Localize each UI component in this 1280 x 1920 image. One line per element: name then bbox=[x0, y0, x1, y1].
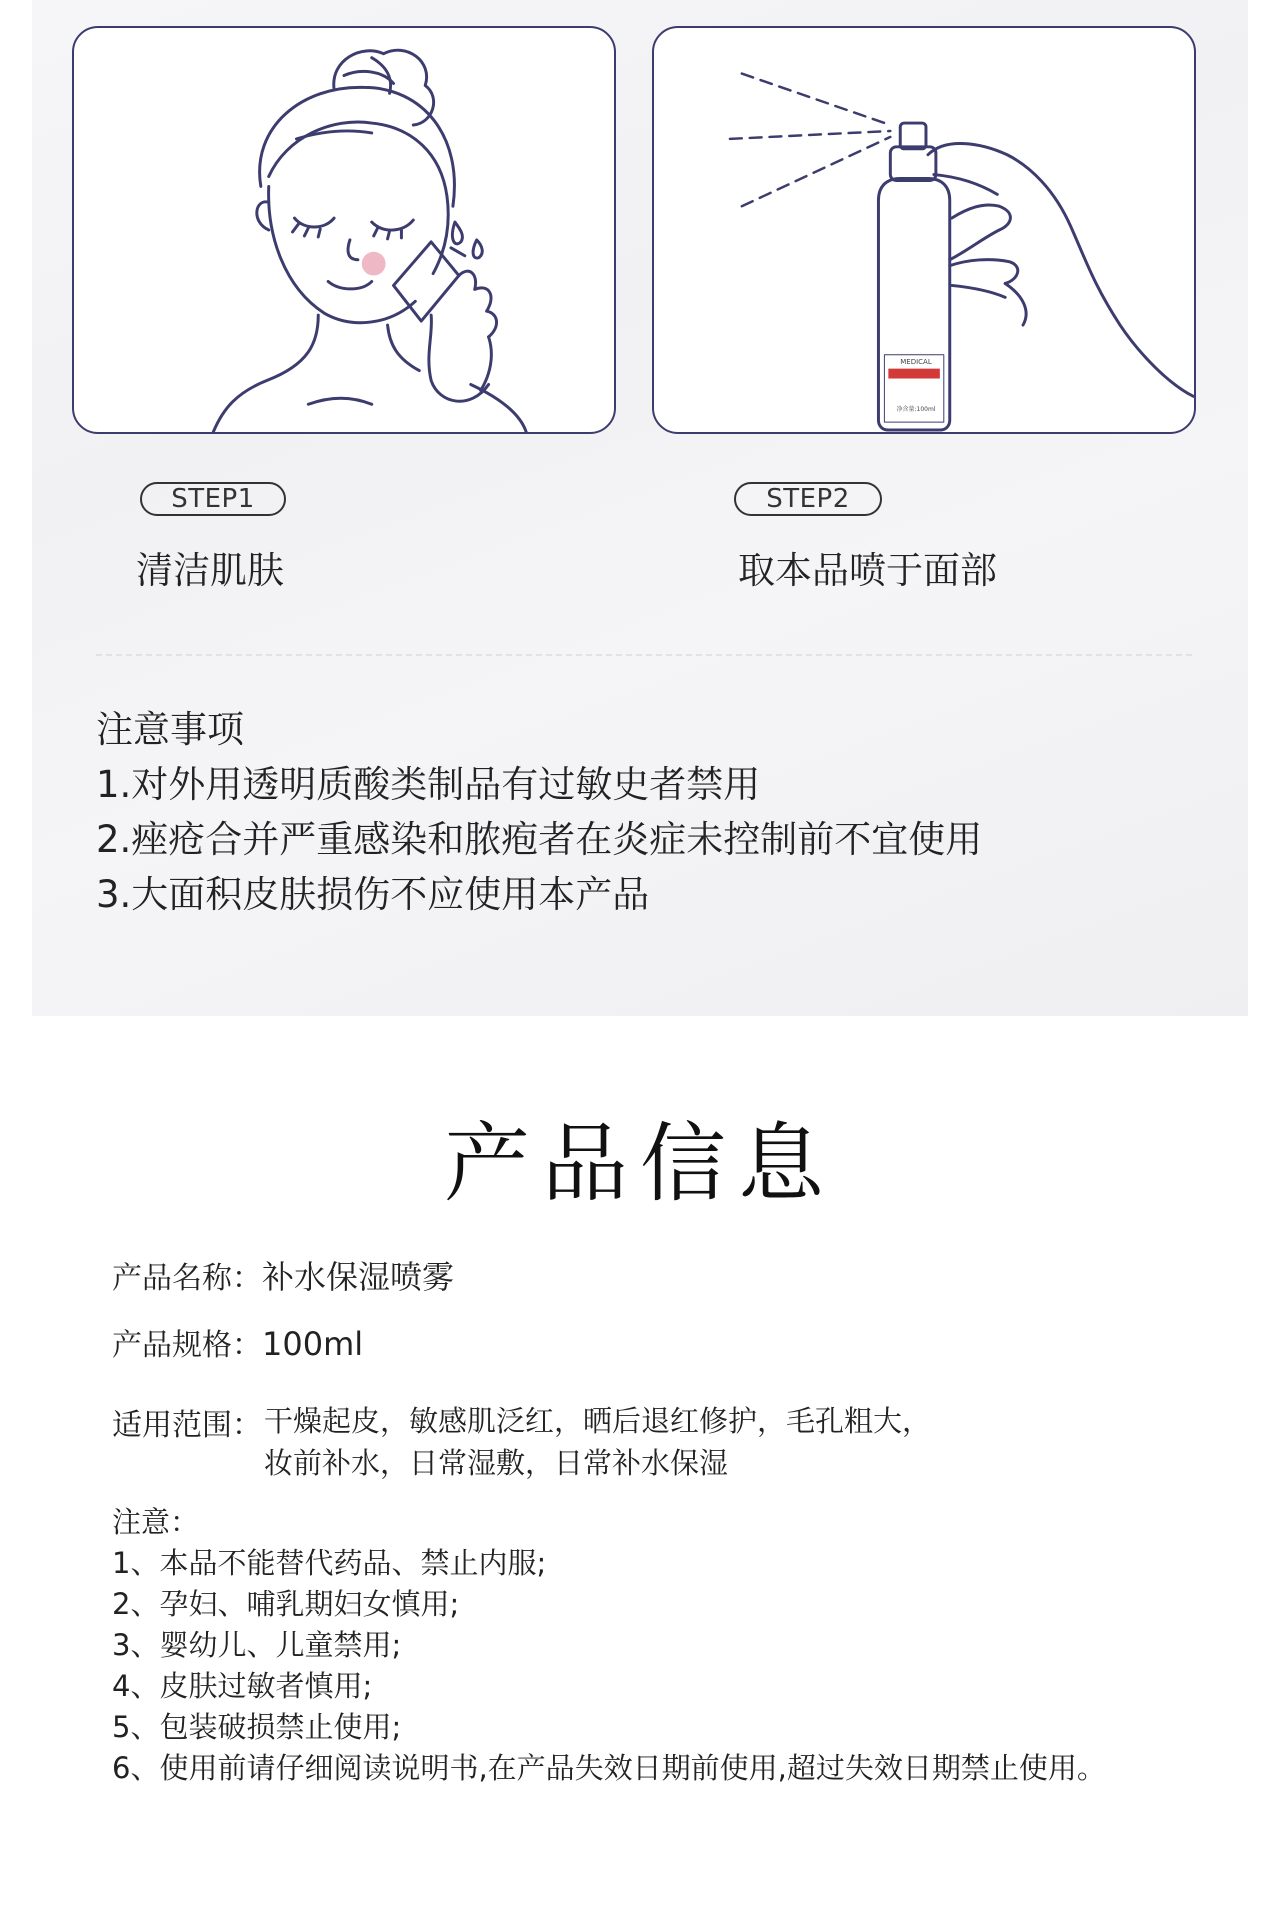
caution-item: 6、使用前请仔细阅读说明书,在产品失效日期前使用,超过失效日期禁止使用。 bbox=[112, 1751, 1106, 1785]
caution-item: 3、婴幼儿、儿童禁用; bbox=[112, 1628, 402, 1662]
step2-text: 取本品喷于面部 bbox=[738, 549, 997, 592]
notice-item: 2.痤疮合并严重感染和脓疱者在炎症未控制前不宜使用 bbox=[96, 818, 983, 861]
scope-line: 妆前补水，日常湿敷，日常补水保湿 bbox=[264, 1446, 729, 1480]
hand-spray-bottle-icon bbox=[654, 28, 1194, 432]
caution-item: 4、皮肤过敏者慎用; bbox=[112, 1669, 373, 1703]
bottle-volume-label: 净含量:100ml bbox=[896, 406, 936, 413]
product-name-label: 产品名称： bbox=[112, 1261, 262, 1296]
bottle-brand-label: MEDICAL bbox=[900, 358, 932, 366]
caution-item: 5、包装破损禁止使用; bbox=[112, 1710, 402, 1744]
notice-item: 1.对外用透明质酸类制品有过敏史者禁用 bbox=[96, 763, 761, 806]
step2-illustration-card bbox=[652, 26, 1196, 434]
caution-item: 2、孕妇、哺乳期妇女慎用; bbox=[112, 1587, 460, 1621]
product-info-title: 产品信息 bbox=[444, 1114, 836, 1214]
caution-title: 注意： bbox=[112, 1505, 200, 1539]
notice-title: 注意事项 bbox=[96, 708, 244, 751]
section-divider bbox=[96, 654, 1192, 656]
caution-item: 1、本品不能替代药品、禁止内服; bbox=[112, 1546, 547, 1580]
notice-item: 3.大面积皮肤损伤不应使用本产品 bbox=[96, 873, 650, 916]
face-cleansing-icon bbox=[74, 28, 614, 432]
step1-illustration-card bbox=[72, 26, 616, 434]
product-spec-value: 100ml bbox=[262, 1325, 364, 1363]
scope-line: 干燥起皮，敏感肌泛红，晒后退红修护，毛孔粗大， bbox=[264, 1404, 932, 1438]
product-name-row bbox=[112, 1252, 454, 1298]
step1-text: 清洁肌肤 bbox=[136, 549, 284, 592]
product-name-value: 补水保湿喷雾 bbox=[262, 1258, 455, 1296]
product-spec-label: 产品规格： bbox=[112, 1328, 262, 1363]
notice-block bbox=[96, 702, 982, 922]
product-spec-row bbox=[112, 1320, 363, 1364]
step2-badge: STEP2 bbox=[734, 482, 882, 516]
product-scope-label: 适用范围： bbox=[112, 1408, 262, 1443]
caution-list bbox=[112, 1502, 1106, 1789]
step1-badge: STEP1 bbox=[140, 482, 286, 516]
product-scope-value bbox=[264, 1400, 931, 1484]
